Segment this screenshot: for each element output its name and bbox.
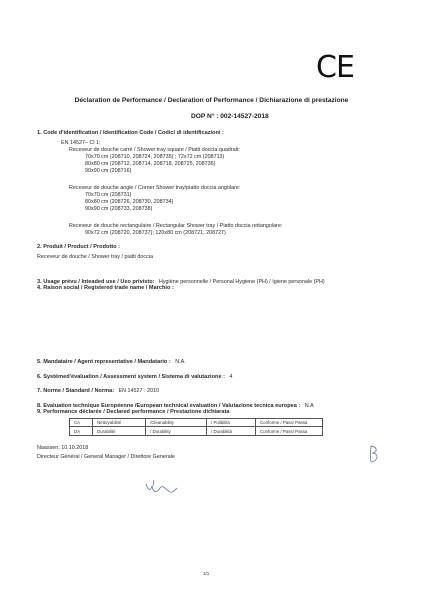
- rect-tray-line: 90x72 cm (208720, 208737); 120x80 cm (208721, 208727): [85, 230, 226, 236]
- corner-tray-line: 90x90 cm (208733, 208738): [85, 206, 153, 212]
- table-cell: CA: [70, 419, 93, 427]
- square-tray-line: 80x80 cm (208712, 208714, 208718, 208725, 208736): [85, 161, 216, 167]
- table-cell: Conforme / Pass/ Passa: [256, 427, 323, 435]
- section-8-text: N.A: [304, 403, 314, 409]
- page-number: 1/1: [203, 571, 210, 576]
- ce-mark-logo: CE: [316, 50, 354, 85]
- table-cell: Nettoyabilité: [93, 419, 146, 427]
- table-cell: / Durability: [146, 427, 207, 435]
- section-2-heading: 2. Produit / Product / Prodotto :: [37, 244, 120, 250]
- section-4-heading: 4. Raison social / Registered trade name / Marchio :: [37, 285, 174, 291]
- table-cell: DA: [70, 427, 93, 435]
- table-cell: /Cleanability: [146, 419, 207, 427]
- section-3-text: Hygiène personnelle / Personal Hygiene (PH) / Igiene personale (PH): [158, 279, 325, 285]
- performance-table: [69, 418, 323, 436]
- section-2-text: Receveur de douche / Shower tray / piatti doccia: [37, 254, 153, 260]
- corner-tray-title: Receveur de douche angle / Corner Shower tray/piatto doccia angolare:: [69, 185, 241, 191]
- corner-tray-line: 70x70 cm (208731): [85, 192, 132, 198]
- section-7-heading: 7. Norme / Standard / Norma:: [37, 388, 115, 394]
- table-row: [70, 427, 323, 435]
- place-date: Naassen, 10.10.2018: [37, 445, 89, 451]
- section-7-text: EN 14527 : 2010: [118, 388, 160, 394]
- table-cell: Conforme / Pass/ Passa: [256, 419, 323, 427]
- section-8-heading: 8. Evaluation technique Européenne /European technical evaluation / Valutazione tecnica europea :: [37, 403, 301, 409]
- table-cell: Durabilité: [93, 427, 146, 435]
- table-row: [70, 419, 323, 427]
- signatory-title: Directeur Général / General Manager / Direttore Generale: [37, 454, 175, 460]
- section-9-heading: 9. Performance déclarée / Declared performance / Prestazione dichiarata: [37, 409, 230, 415]
- square-tray-line: 70x70 cm (208710, 208724, 208735) ; 72x72 cm (208713): [85, 154, 225, 160]
- rect-tray-title: Receveur de douche rectangulaire / Rectangular Shower tray / Piatto doccia rettangolare:: [69, 223, 283, 229]
- section-5-heading: 5. Mandataire / Agent representative / Mandatario :: [37, 359, 171, 365]
- section-6-text: 4: [229, 374, 233, 380]
- section-1-heading: 1. Code d'identification / Identification Code / Codici di identificazioni :: [37, 130, 224, 136]
- section-5-text: N.A.: [175, 359, 186, 365]
- dop-number: DOP N° : 002-14527-2018: [191, 113, 269, 120]
- initials-mark: [367, 443, 381, 465]
- table-cell: / Durabilità: [207, 427, 256, 435]
- square-tray-title: Receveur de douche carré / Shower tray square / Piatti doccia quadrati:: [69, 147, 240, 153]
- table-cell: / Pulibilità: [207, 419, 256, 427]
- signature: [140, 476, 180, 498]
- section-1-standard: EN 14527– Cl 1;: [61, 140, 101, 146]
- corner-tray-line: 80x80 cm (208726, 208730, 208734): [85, 199, 174, 205]
- square-tray-line: 90x90 cm (208716): [85, 168, 132, 174]
- section-3-heading: 3. Usage prévu / Inteaded use / Uso privisto:: [37, 279, 155, 285]
- section-6-heading: 6. Systémed'évaluation / Assessment system / Sistema di valutazione :: [37, 374, 225, 380]
- document-title: Déclaration de Performance / Declaration of Performance / Dichiarazione di prestazione: [74, 97, 349, 104]
